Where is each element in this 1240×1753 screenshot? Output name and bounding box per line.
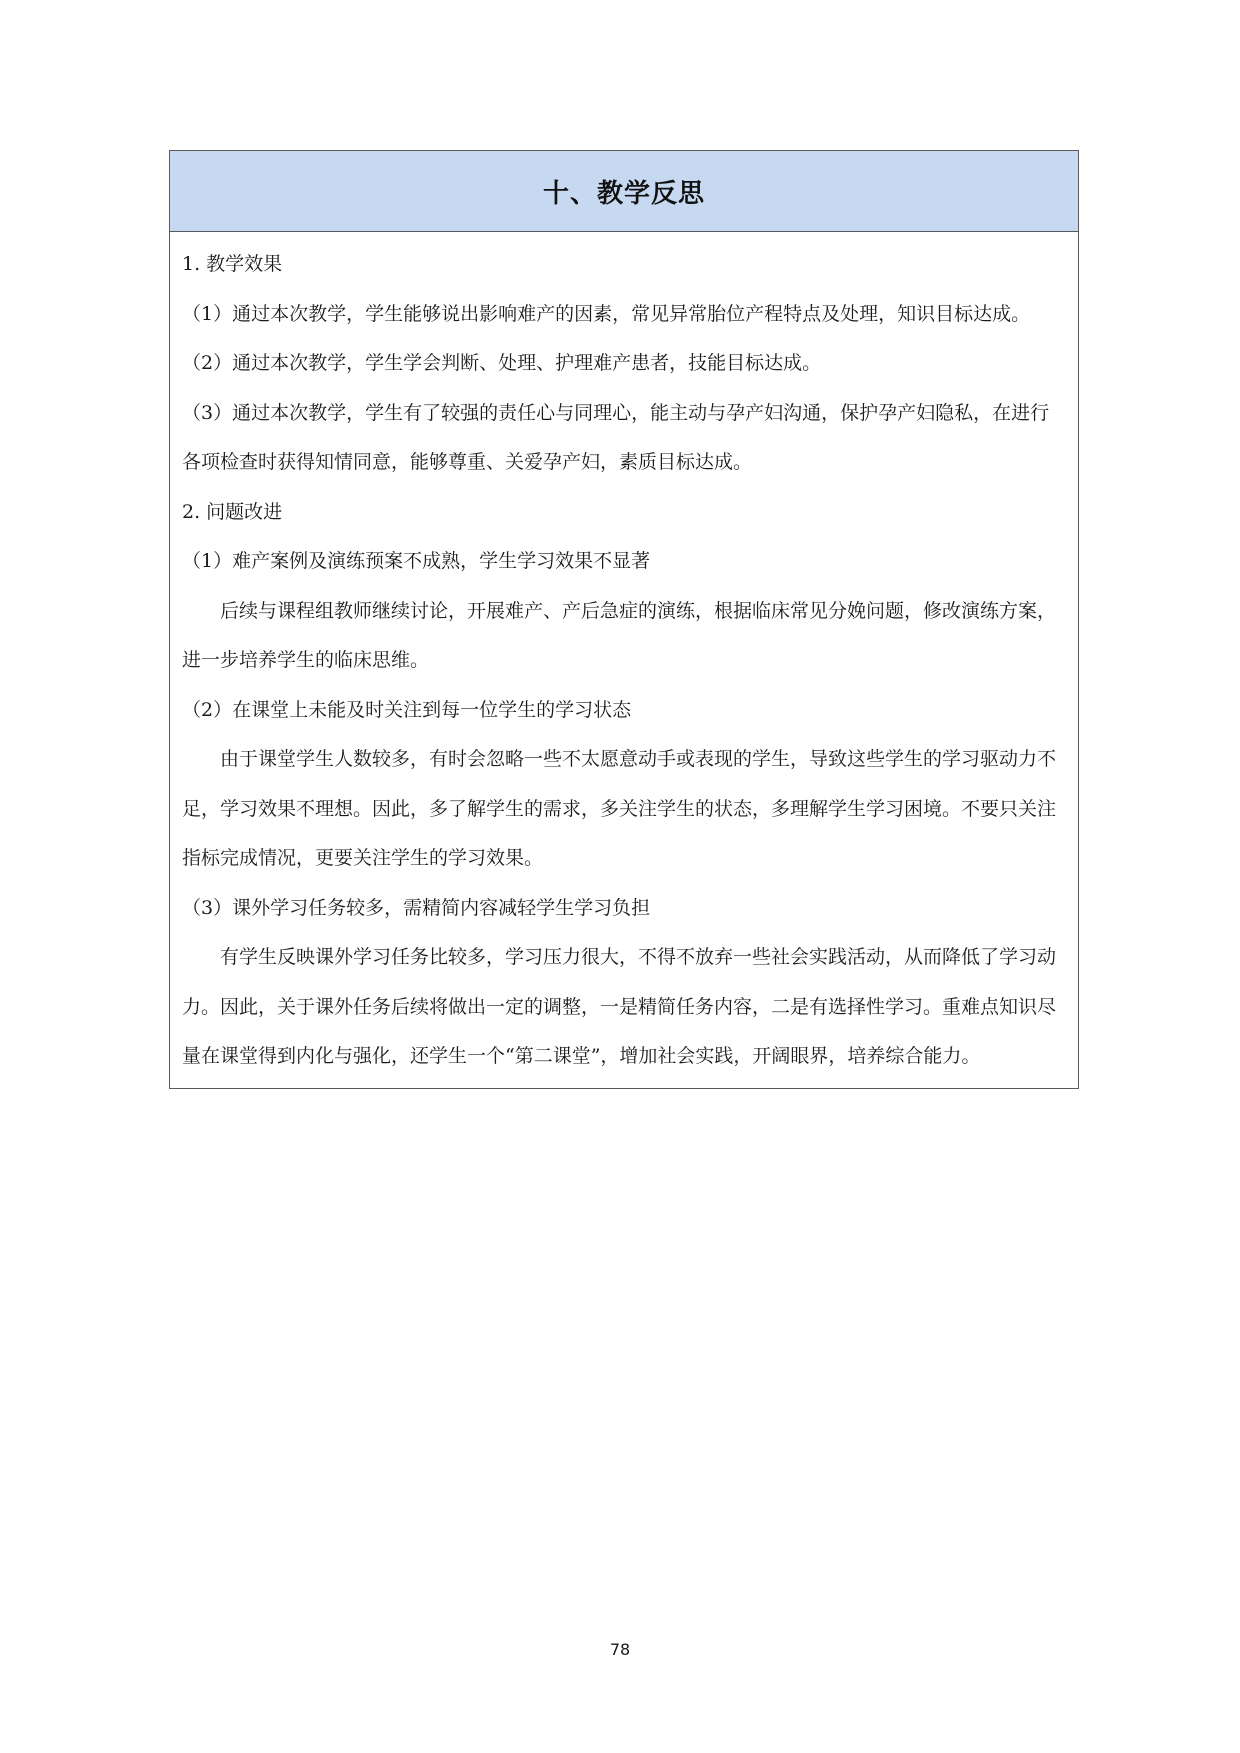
- reflection-table: [169, 150, 1079, 1089]
- reflection-content: [170, 232, 1078, 1088]
- issue-title-3: （3）课外学习任务较多，需精简内容减轻学生学习负担: [182, 896, 651, 919]
- effects-heading: 1. 教学效果: [182, 253, 283, 275]
- effect-item-knowledge: （1）通过本次教学，学生能够说出影响难产的因素，常见异常胎位产程特点及处理，知识目标达成。: [182, 302, 1031, 325]
- effect-item-skill: （2）通过本次教学，学生学会判断、处理、护理难产患者，技能目标达成。: [182, 352, 822, 374]
- issue-detail-2: 由于课堂学生人数较多，有时会忽略一些不太愿意动手或表现的学生，导致这些学生的学习驱动力不足，学习效果不理想。因此，多了解学生的需求，多关注学生的状态，多理解学生学习困境。不要只关注指标完成情况，更要关注学生的学习效果。: [182, 748, 1057, 869]
- improvement-heading: 2. 问题改进: [182, 500, 283, 523]
- issue-detail-3: 有学生反映课外学习任务比较多，学习压力很大，不得不放弃一些社会实践活动，从而降低了学习动力。因此，关于课外任务后续将做出一定的调整，一是精简任务内容，二是有选择性学习。重难点知识尽量在课堂得到内化与强化，还学生一个“第二课堂”，增加社会实践，开阔眼界，培养综合能力。: [182, 946, 1057, 1067]
- issue-title-2: （2）在课堂上未能及时关注到每一位学生的学习状态: [182, 698, 632, 721]
- issue-detail-1: 后续与课程组教师继续讨论，开展难产、产后急症的演练，根据临床常见分娩问题，修改演练方案，进一步培养学生的临床思维。: [182, 599, 1057, 671]
- effect-item-quality: （3）通过本次教学，学生有了较强的责任心与同理心，能主动与孕产妇沟通，保护孕产妇隐私，在进行各项检查时获得知情同意，能够尊重、关爱孕产妇，素质目标达成。: [182, 401, 1050, 473]
- issue-title-1: （1）难产案例及演练预案不成熟，学生学习效果不显著: [182, 550, 651, 572]
- section-title: 十、教学反思: [170, 151, 1078, 232]
- page-number: 78: [609, 1640, 631, 1659]
